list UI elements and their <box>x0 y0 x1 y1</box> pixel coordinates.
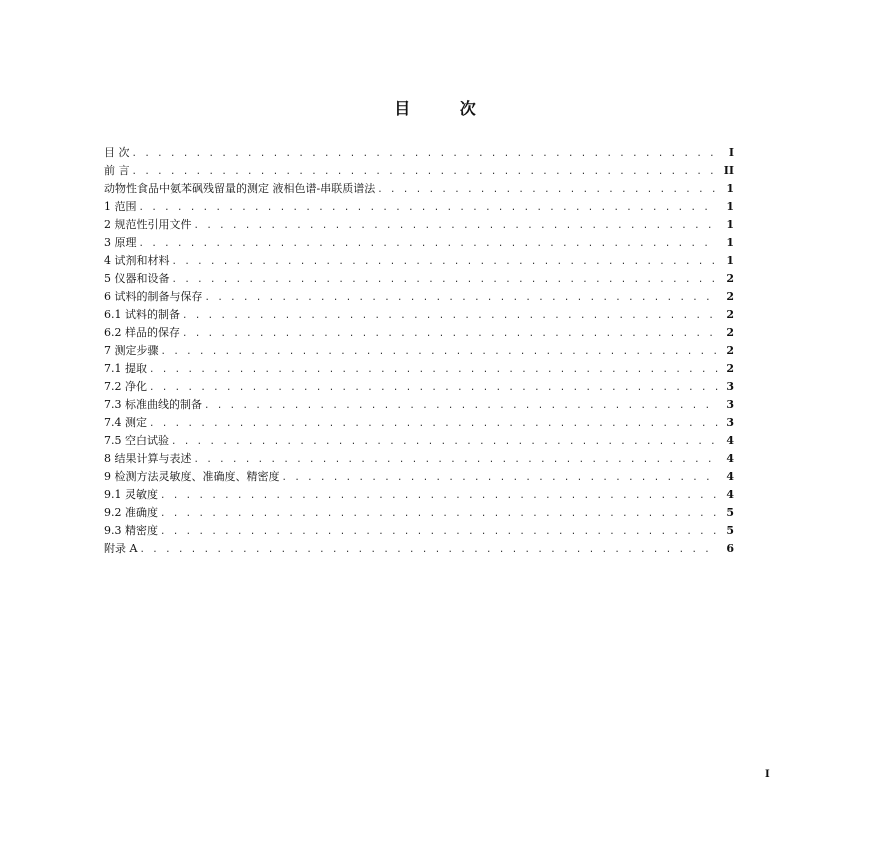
toc-page-number: 3 <box>726 416 734 429</box>
toc-label: 4 试剂和材料 <box>104 254 170 267</box>
toc-label: 6 试料的制备与保存 <box>104 290 203 303</box>
toc-label: 1 范围 <box>104 200 137 213</box>
toc-page-number: 2 <box>726 326 734 339</box>
toc-row[interactable] <box>104 360 734 378</box>
toc-row[interactable] <box>104 450 734 468</box>
toc-label: 前 言 <box>104 164 130 177</box>
dot-leader <box>282 469 719 487</box>
toc-row[interactable] <box>104 270 734 288</box>
dot-leader <box>161 343 719 361</box>
toc-label: 9.1 灵敏度 <box>104 488 158 501</box>
toc-page-number: 2 <box>726 272 734 285</box>
toc-page-number: 3 <box>726 398 734 411</box>
toc-page-number: 4 <box>726 452 734 465</box>
toc-row[interactable] <box>104 162 734 180</box>
dot-leader <box>132 145 719 163</box>
toc-row[interactable] <box>104 144 734 162</box>
toc-page-number: 1 <box>726 236 734 249</box>
dot-leader <box>149 361 718 379</box>
toc-label: 7.1 提取 <box>104 362 147 375</box>
toc-label: 7.2 净化 <box>104 380 147 393</box>
page-number: I <box>765 769 770 780</box>
toc-label: 7.3 标准曲线的制备 <box>104 398 202 411</box>
toc-row[interactable] <box>104 234 734 252</box>
toc-label: 7 测定步骤 <box>104 344 159 357</box>
page-title: 目 次 <box>394 99 498 118</box>
toc-page-number: 2 <box>726 362 734 375</box>
toc-page-number: 2 <box>726 344 734 357</box>
toc-label: 动物性食品中氨苯砜残留量的测定 液相色谱-串联质谱法 <box>104 182 376 195</box>
dot-leader <box>160 505 718 523</box>
toc-label: 目 次 <box>104 146 130 159</box>
toc-row[interactable] <box>104 486 734 504</box>
toc-label: 7.4 测定 <box>104 416 147 429</box>
toc-label: 附录 A <box>104 542 138 555</box>
toc-page-number: 5 <box>726 524 734 537</box>
toc-page-number: 3 <box>726 380 734 393</box>
toc-row[interactable] <box>104 288 734 306</box>
dot-leader <box>139 235 719 253</box>
toc-label: 9 检测方法灵敏度、准确度、精密度 <box>104 470 280 483</box>
toc-row[interactable] <box>104 540 734 558</box>
dot-leader <box>172 271 719 289</box>
dot-leader <box>171 433 718 451</box>
toc-page-number: 4 <box>726 470 734 483</box>
toc-page-number: I <box>728 146 734 159</box>
dot-leader <box>132 163 719 181</box>
toc-row[interactable] <box>104 468 734 486</box>
toc-page-number: II <box>723 164 734 177</box>
toc-row[interactable] <box>104 396 734 414</box>
toc-label: 6.2 样品的保存 <box>104 326 180 339</box>
dot-leader <box>149 415 718 433</box>
dot-leader <box>172 253 719 271</box>
dot-leader <box>204 397 718 415</box>
toc-row[interactable] <box>104 432 734 450</box>
toc-label: 7.5 空白试验 <box>104 434 169 447</box>
table-of-contents <box>104 144 734 558</box>
toc-page-number: 2 <box>726 308 734 321</box>
toc-label: 6.1 试料的制备 <box>104 308 180 321</box>
dot-leader <box>139 199 719 217</box>
toc-row[interactable] <box>104 306 734 324</box>
toc-row[interactable] <box>104 324 734 342</box>
toc-page-number: 1 <box>726 200 734 213</box>
toc-row[interactable] <box>104 378 734 396</box>
toc-row[interactable] <box>104 216 734 234</box>
toc-page-number: 4 <box>726 434 734 447</box>
toc-row[interactable] <box>104 180 734 198</box>
toc-row[interactable] <box>104 504 734 522</box>
dot-leader <box>182 307 718 325</box>
toc-label: 9.2 准确度 <box>104 506 158 519</box>
toc-row[interactable] <box>104 414 734 432</box>
toc-page-number: 1 <box>726 218 734 231</box>
toc-row[interactable] <box>104 198 734 216</box>
dot-leader <box>160 487 718 505</box>
dot-leader <box>149 379 718 397</box>
dot-leader <box>194 451 719 469</box>
toc-row[interactable] <box>104 342 734 360</box>
toc-row[interactable] <box>104 252 734 270</box>
dot-leader <box>194 217 719 235</box>
dot-leader <box>182 325 718 343</box>
toc-page-number: 1 <box>726 254 734 267</box>
dot-leader <box>377 181 718 199</box>
toc-page-number: 5 <box>726 506 734 519</box>
toc-page-number: 4 <box>726 488 734 501</box>
toc-label: 2 规范性引用文件 <box>104 218 192 231</box>
toc-page-number: 1 <box>726 182 734 195</box>
toc-label: 8 结果计算与表述 <box>104 452 192 465</box>
dot-leader <box>205 289 719 307</box>
toc-page-number: 2 <box>726 290 734 303</box>
toc-label: 5 仪器和设备 <box>104 272 170 285</box>
toc-page-number: 6 <box>726 542 734 555</box>
dot-leader <box>160 523 718 541</box>
toc-label: 9.3 精密度 <box>104 524 158 537</box>
toc-row[interactable] <box>104 522 734 540</box>
toc-label: 3 原理 <box>104 236 137 249</box>
dot-leader <box>139 541 718 559</box>
